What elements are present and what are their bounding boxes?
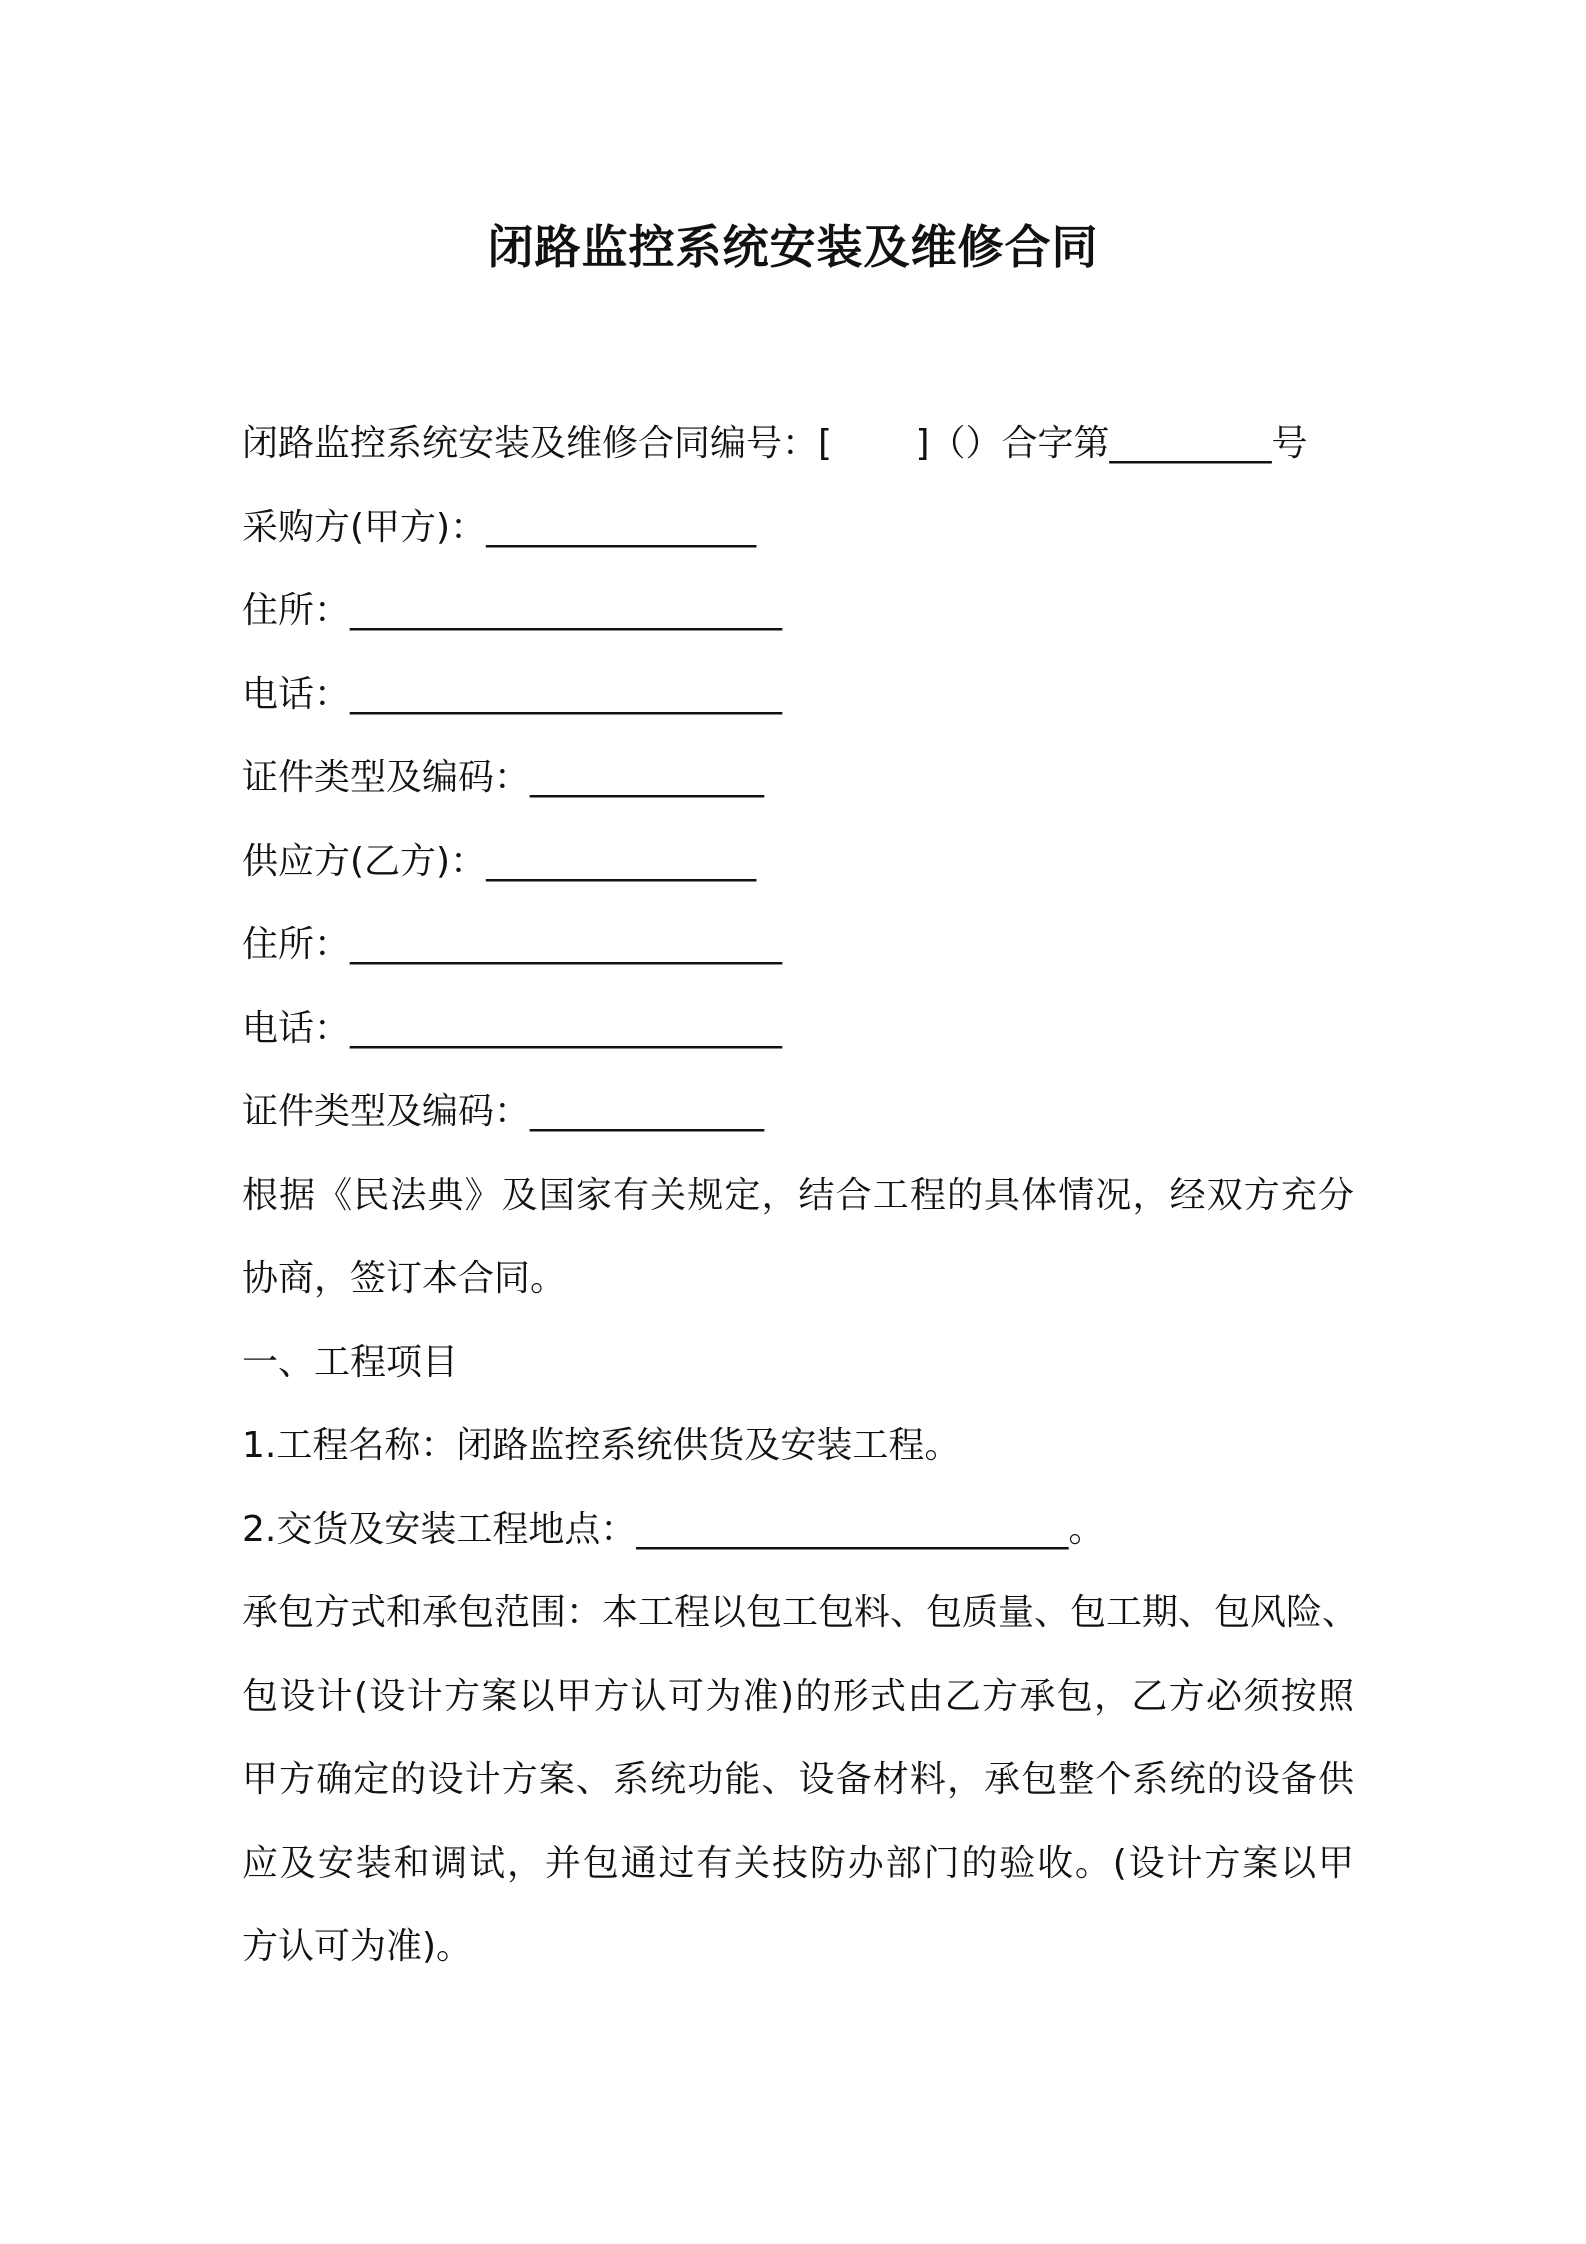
- scope-line: 应及安装和调试，并包通过有关技防办部门的验收。(设计方案以甲: [242, 1842, 1354, 1884]
- page-title: 闭路监控系统安装及维修合同: [487, 220, 1099, 274]
- intro-line: 协商，签订本合同。: [242, 1258, 567, 1299]
- party-b-phone-field: 电话：________________________: [242, 1007, 783, 1049]
- scope-line: 甲方确定的设计方案、系统功能、设备材料，承包整个系统的设备供: [242, 1759, 1354, 1800]
- scope-paragraph: [242, 1571, 1359, 1989]
- contract-number-field: 闭路监控系统安装及维修合同编号：[ ]（）合字第_________号: [242, 423, 1308, 464]
- document-body: [242, 402, 1359, 1989]
- party-a-id-field: 证件类型及编码：_____________: [242, 757, 765, 798]
- party-a-address-field: 住所：________________________: [242, 590, 783, 631]
- scope-line: 包设计(设计方案以甲方认可为准)的形式由乙方承包，乙方必须按照: [242, 1675, 1354, 1717]
- party-b-address-field: 住所：________________________: [242, 924, 783, 965]
- party-b-id-field: 证件类型及编码：_____________: [242, 1091, 765, 1132]
- party-a-phone-field: 电话：________________________: [242, 673, 783, 715]
- scope-line: 方认可为准)。: [242, 1926, 473, 1967]
- intro-paragraph: [242, 1154, 1354, 1321]
- party-b-name-field: 供应方(乙方)：_______________: [242, 840, 757, 882]
- scope-line: 承包方式和承包范围：本工程以包工包料、包质量、包工期、包风险、: [242, 1592, 1359, 1633]
- section-heading: 一、工程项目: [242, 1341, 459, 1383]
- intro-line: 根据《民法典》及国家有关规定，结合工程的具体情况，经双方充分: [242, 1174, 1354, 1216]
- party-a-name-field: 采购方(甲方)：_______________: [242, 506, 757, 548]
- project-name-item: 1.工程名称：闭路监控系统供货及安装工程。: [242, 1425, 961, 1466]
- project-location-item: 2.交货及安装工程地点：________________________。: [242, 1508, 1105, 1550]
